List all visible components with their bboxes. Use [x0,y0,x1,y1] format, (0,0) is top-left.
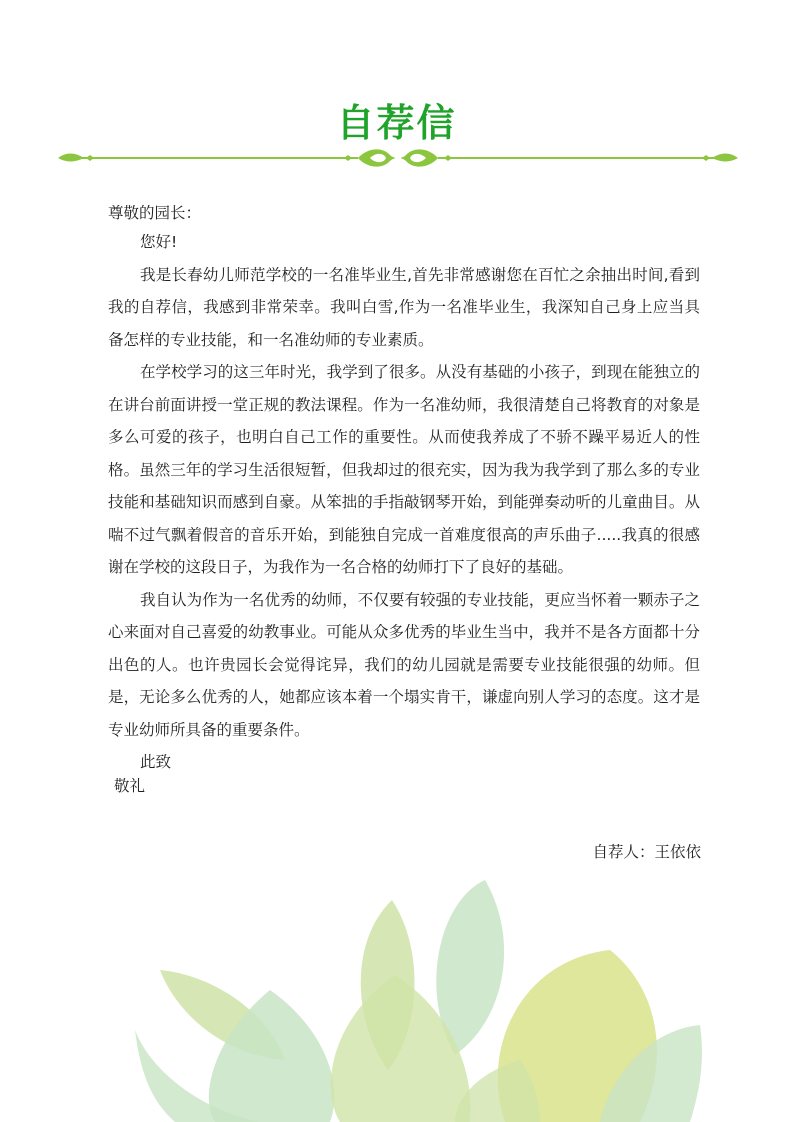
paragraph-3: 我自认为作为一名优秀的幼师，不仅要有较强的专业技能，更应当怀着一颗赤子之心来面对自己喜爱的幼教事业。可能从众多优秀的毕业生当中，我并不是各方面都十分出色的人。也许贵园长会觉得诧异，我们的幼儿园就是需要专业技能很强的幼师。但是，无论多么优秀的人，她都应该本着一个塌实肯干，谦虚向别人学习的态度。这才是专业幼师所具备的重要条件。 [108,590,700,739]
greeting: 尊敬的园长： [108,204,202,222]
closing-ci-zhi: 此致 [140,753,172,771]
letter-body [108,226,700,779]
signature-name: 王依依 [654,843,701,861]
paragraph-1: 我是长春幼儿师范学校的一名准毕业生,首先非常感谢您在百忙之余抽出时间,看到我的自荐信，我感到非常荣幸。我叫白雪,作为一名准毕业生，我深知自己身上应当具备怎样的专业技能，和一名准幼师的专业素质。 [108,265,700,349]
signature-label: 自荐人： [592,843,655,861]
paragraph-2: 在学校学习的这三年时光，我学到了很多。从没有基础的小孩子，到现在能独立的在讲台前面讲授一堂正规的教法课程。作为一名准幼师，我很清楚自己将教育的对象是多么可爱的孩子，也明白自己工作的重要性。从而使我养成了不骄不躁平易近人的性格。虽然三年的学习生活很短暂，但我却过的很充实，因为我为我学到了那么多的专业技能和基础知识而感到自豪。从笨拙的手指敲钢琴开始，到能弹奏动听的儿童曲目。从喘不过气飘着假音的音乐开始，到能独自完成一首难度很高的声乐曲子.....我真的很感谢在学校的这段日子，为我作为一名合格的幼师打下了良好的基础。 [108,363,700,576]
signature [592,836,701,868]
salutation: 您好! [140,233,178,251]
divider-ornament-icon [58,145,738,171]
letter-title: 自荐信 [336,101,457,145]
leaf-icon [0,880,793,1122]
closing-jing-li: 敬礼 [114,777,146,795]
